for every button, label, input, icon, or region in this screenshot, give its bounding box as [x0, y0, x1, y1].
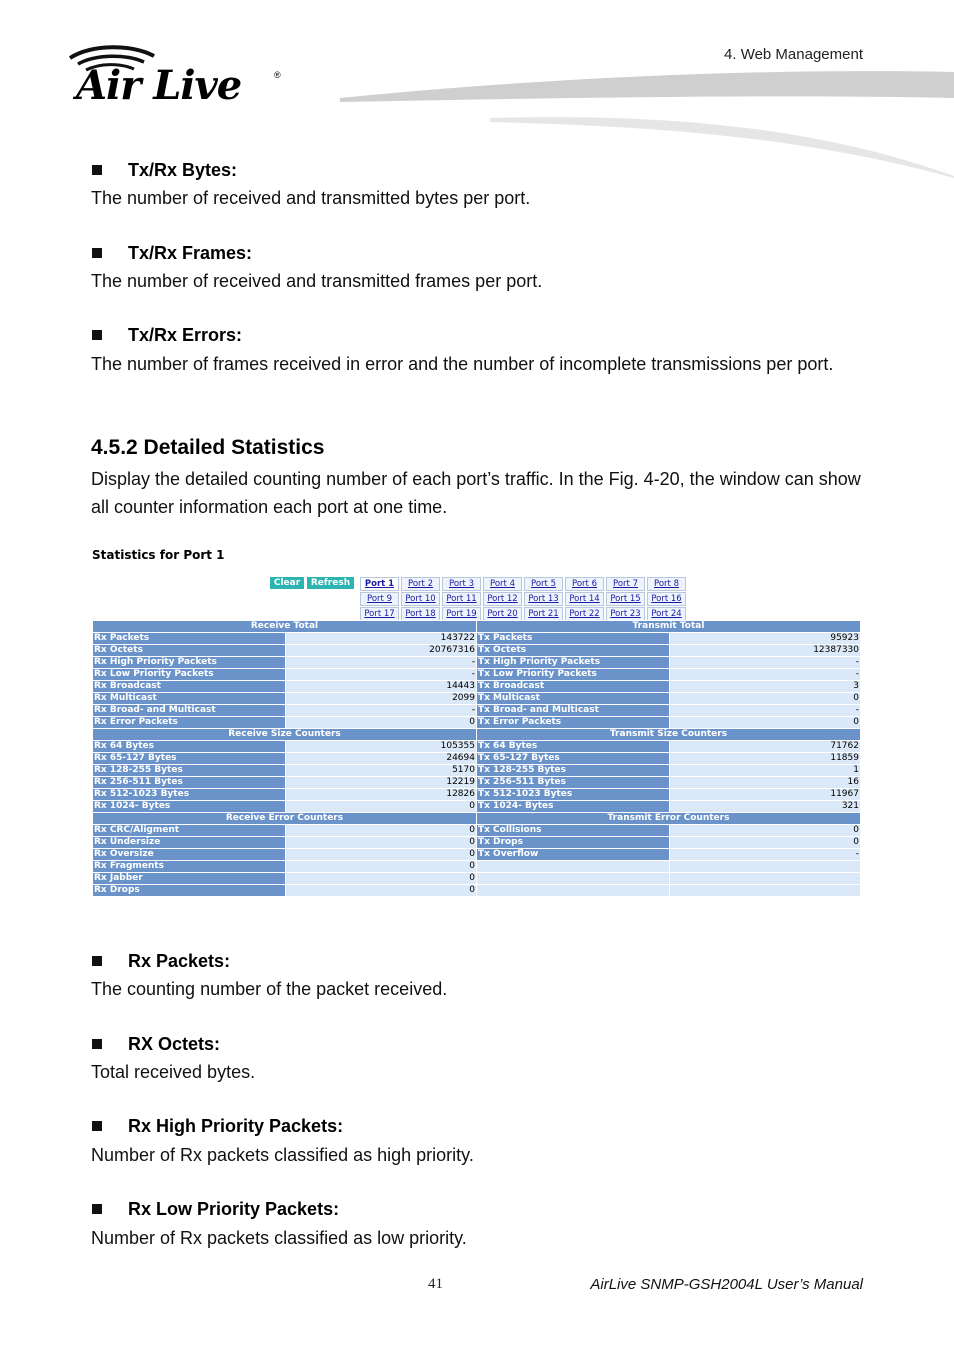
table-row	[93, 825, 860, 836]
tx-counter-label: Tx Packets	[477, 633, 669, 644]
bullet-square-icon	[92, 165, 102, 175]
rx-counter-label: Rx 1024- Bytes	[93, 801, 285, 812]
rx-counter-label: Rx Oversize	[93, 849, 285, 860]
port-link[interactable]: Port 5	[524, 577, 563, 591]
transmit-section-header: Transmit Total	[477, 621, 860, 632]
refresh-button[interactable]: Refresh	[307, 577, 354, 589]
rx-counter-value: -	[286, 705, 476, 716]
table-row	[93, 753, 860, 764]
bullet-square-icon	[92, 1039, 102, 1049]
rx-counter-label: Rx Octets	[93, 645, 285, 656]
tx-counter-label: Tx Low Priority Packets	[477, 669, 669, 680]
rx-counter-label: Rx Fragments	[93, 861, 285, 872]
transmit-section-header: Transmit Error Counters	[477, 813, 860, 824]
rx-counter-label: Rx Error Packets	[93, 717, 285, 728]
rx-counter-value: 105355	[286, 741, 476, 752]
tx-counter-value: -	[670, 849, 860, 860]
tx-counter-label: Tx High Priority Packets	[477, 657, 669, 668]
tx-counter-label: Tx 512-1023 Bytes	[477, 789, 669, 800]
registered-mark: ®	[274, 70, 281, 80]
receive-section-header: Receive Size Counters	[93, 729, 476, 740]
rx-counter-value: 2099	[286, 693, 476, 704]
tx-counter-label	[477, 885, 669, 896]
rx-counter-label: Rx 65-127 Bytes	[93, 753, 285, 764]
section-heading: 4.5.2 Detailed Statistics	[91, 436, 325, 459]
bullet-heading: RX Octets:	[92, 1034, 220, 1055]
rx-counter-value: 143722	[286, 633, 476, 644]
tx-counter-value: 321	[670, 801, 860, 812]
rx-counter-label: Rx 64 Bytes	[93, 741, 285, 752]
bullet-heading: Rx High Priority Packets:	[92, 1116, 343, 1137]
port-link[interactable]: Port 23	[606, 607, 645, 621]
bullet-description: Total received bytes.	[91, 1062, 256, 1082]
bullet-description: The number of received and transmitted frames per port.	[91, 271, 543, 291]
bullet-square-icon	[92, 248, 102, 258]
tx-counter-label: Tx Overflow	[477, 849, 669, 860]
table-row	[93, 705, 860, 716]
rx-counter-label: Rx Drops	[93, 885, 285, 896]
table-row	[93, 741, 860, 752]
rx-counter-label: Rx 128-255 Bytes	[93, 765, 285, 776]
port-link[interactable]: Port 18	[401, 607, 440, 621]
port-link[interactable]: Port 3	[442, 577, 481, 591]
table-row	[93, 633, 860, 644]
tx-counter-label: Tx Broadcast	[477, 681, 669, 692]
port-link[interactable]: Port 11	[442, 592, 481, 606]
tx-counter-label	[477, 861, 669, 872]
bullet-heading: Tx/Rx Frames:	[92, 243, 252, 264]
table-row	[93, 657, 860, 668]
chapter-title: 4. Web Management	[724, 46, 863, 63]
port-link[interactable]: Port 22	[565, 607, 604, 621]
table-row	[93, 789, 860, 800]
port-link[interactable]: Port 15	[606, 592, 645, 606]
port-link[interactable]: Port 21	[524, 607, 563, 621]
port-link[interactable]: Port 19	[442, 607, 481, 621]
rx-counter-value: 12826	[286, 789, 476, 800]
port-link[interactable]: Port 7	[606, 577, 645, 591]
tx-counter-label: Tx Octets	[477, 645, 669, 656]
port-link[interactable]: Port 1	[360, 577, 399, 591]
clear-button[interactable]: Clear	[270, 577, 304, 589]
tx-counter-label	[477, 873, 669, 884]
tx-counter-label: Tx Error Packets	[477, 717, 669, 728]
tx-counter-value: 0	[670, 837, 860, 848]
port-row	[360, 607, 686, 621]
bullet-heading: Tx/Rx Bytes:	[92, 160, 237, 181]
rx-counter-label: Rx Broadcast	[93, 681, 285, 692]
table-row	[93, 885, 860, 896]
bullet-square-icon	[92, 1204, 102, 1214]
table-row	[93, 849, 860, 860]
port-link[interactable]: Port 13	[524, 592, 563, 606]
section-paragraph: Display the detailed counting number of each port’s traffic. In the Fig. 4-20, the window can show all counter information each port at one time.	[91, 469, 861, 517]
table-row	[93, 777, 860, 788]
rx-counter-value: 20767316	[286, 645, 476, 656]
manual-title: AirLive SNMP-GSH2004L User’s Manual	[590, 1276, 863, 1293]
rx-counter-value: 5170	[286, 765, 476, 776]
port-link[interactable]: Port 14	[565, 592, 604, 606]
tx-counter-value: -	[670, 705, 860, 716]
tx-counter-value: -	[670, 657, 860, 668]
tx-counter-value: 0	[670, 693, 860, 704]
port-link[interactable]: Port 2	[401, 577, 440, 591]
bullet-description: Number of Rx packets classified as high priority.	[91, 1145, 474, 1165]
port-link[interactable]: Port 4	[483, 577, 522, 591]
receive-section-header: Receive Error Counters	[93, 813, 476, 824]
rx-counter-value: 0	[286, 861, 476, 872]
rx-counter-label: Rx High Priority Packets	[93, 657, 285, 668]
table-row	[93, 681, 860, 692]
logo-wordmark: Air Live	[76, 62, 242, 109]
tx-counter-value	[670, 861, 860, 872]
rx-counter-value: 0	[286, 825, 476, 836]
table-row	[93, 645, 860, 656]
rx-counter-value: -	[286, 657, 476, 668]
port-row	[360, 592, 686, 606]
tx-counter-label: Tx Drops	[477, 837, 669, 848]
transmit-section-header: Transmit Size Counters	[477, 729, 860, 740]
table-row	[93, 837, 860, 848]
tx-counter-value: 95923	[670, 633, 860, 644]
table-row	[93, 693, 860, 704]
rx-counter-value: 0	[286, 849, 476, 860]
bullet-heading: Rx Low Priority Packets:	[92, 1199, 339, 1220]
rx-counter-value: 14443	[286, 681, 476, 692]
tx-counter-value: -	[670, 669, 860, 680]
tx-counter-value: 11967	[670, 789, 860, 800]
section-header-row	[93, 729, 860, 740]
tx-counter-label: Tx 64 Bytes	[477, 741, 669, 752]
tx-counter-value: 3	[670, 681, 860, 692]
rx-counter-label: Rx Broad- and Multicast	[93, 705, 285, 716]
table-row	[93, 717, 860, 728]
tx-counter-value: 11859	[670, 753, 860, 764]
tx-counter-label: Tx Broad- and Multicast	[477, 705, 669, 716]
statistics-title: Statistics for Port 1	[92, 548, 225, 562]
table-row	[93, 861, 860, 872]
airlive-logo	[62, 42, 292, 110]
rx-counter-value: 0	[286, 801, 476, 812]
rx-counter-label: Rx Packets	[93, 633, 285, 644]
bullet-heading: Rx Packets:	[92, 951, 230, 972]
bullet-description: The number of frames received in error and the number of incomplete transmissions per port.	[91, 354, 834, 374]
rx-counter-value: -	[286, 669, 476, 680]
tx-counter-value: 16	[670, 777, 860, 788]
tx-counter-value: 0	[670, 717, 860, 728]
table-row	[93, 669, 860, 680]
rx-counter-label: Rx Low Priority Packets	[93, 669, 285, 680]
tx-counter-label: Tx 1024- Bytes	[477, 801, 669, 812]
port-link[interactable]: Port 20	[483, 607, 522, 621]
rx-counter-label: Rx Undersize	[93, 837, 285, 848]
tx-counter-label: Tx Collisions	[477, 825, 669, 836]
rx-counter-label: Rx CRC/Aligment	[93, 825, 285, 836]
port-link[interactable]: Port 8	[647, 577, 686, 591]
bullet-description: Number of Rx packets classified as low priority.	[91, 1228, 467, 1248]
port-link[interactable]: Port 24	[647, 607, 686, 621]
bullet-square-icon	[92, 1121, 102, 1131]
port-link[interactable]: Port 6	[565, 577, 604, 591]
rx-counter-label: Rx 512-1023 Bytes	[93, 789, 285, 800]
rx-counter-value: 0	[286, 717, 476, 728]
tx-counter-value: 0	[670, 825, 860, 836]
bullet-square-icon	[92, 956, 102, 966]
rx-counter-label: Rx Multicast	[93, 693, 285, 704]
tx-counter-label: Tx 256-511 Bytes	[477, 777, 669, 788]
tx-counter-value: 12387330	[670, 645, 860, 656]
bullet-description: The counting number of the packet received.	[91, 979, 448, 999]
tx-counter-value: 71762	[670, 741, 860, 752]
table-row	[93, 873, 860, 884]
rx-counter-value: 24694	[286, 753, 476, 764]
section-header-row	[93, 813, 860, 824]
table-row	[93, 765, 860, 776]
port-selector-grid	[358, 576, 688, 622]
port-link[interactable]: Port 12	[483, 592, 522, 606]
port-row	[360, 577, 686, 591]
rx-counter-label: Rx 256-511 Bytes	[93, 777, 285, 788]
receive-section-header: Receive Total	[93, 621, 476, 632]
tx-counter-label: Tx 128-255 Bytes	[477, 765, 669, 776]
rx-counter-label: Rx Jabber	[93, 873, 285, 884]
bullet-square-icon	[92, 330, 102, 340]
header-swoosh-graphic	[340, 58, 954, 178]
rx-counter-value: 0	[286, 873, 476, 884]
bullet-heading: Tx/Rx Errors:	[92, 325, 242, 346]
rx-counter-value: 0	[286, 885, 476, 896]
table-row	[93, 801, 860, 812]
port-link[interactable]: Port 16	[647, 592, 686, 606]
page-number: 41	[428, 1276, 443, 1292]
port-link[interactable]: Port 10	[401, 592, 440, 606]
tx-counter-label: Tx 65-127 Bytes	[477, 753, 669, 764]
rx-counter-value: 0	[286, 837, 476, 848]
rx-counter-value: 12219	[286, 777, 476, 788]
bullet-description: The number of received and transmitted bytes per port.	[91, 188, 531, 208]
tx-counter-value	[670, 885, 860, 896]
port-link[interactable]: Port 17	[360, 607, 399, 621]
tx-counter-value: 1	[670, 765, 860, 776]
tx-counter-label: Tx Multicast	[477, 693, 669, 704]
detailed-statistics-table	[92, 620, 861, 897]
tx-counter-value	[670, 873, 860, 884]
port-link[interactable]: Port 9	[360, 592, 399, 606]
section-header-row	[93, 621, 860, 632]
